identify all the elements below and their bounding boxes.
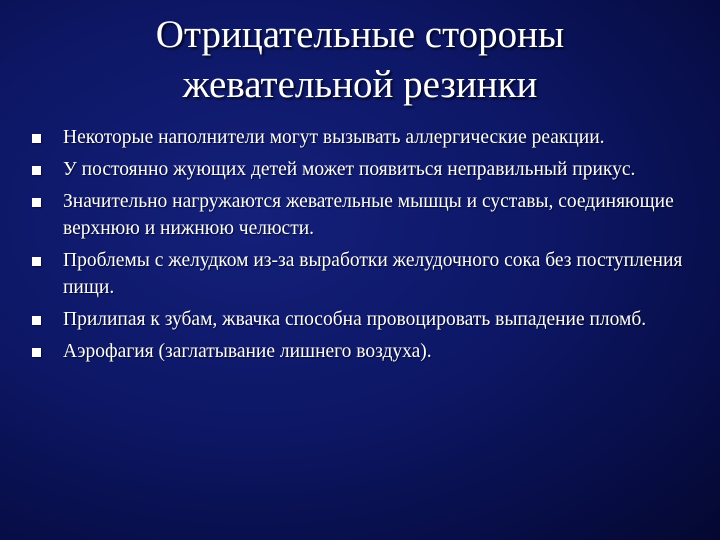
bullet-list: [30, 124, 690, 370]
list-item: [30, 156, 690, 183]
list-item: [30, 124, 690, 151]
square-bullet-icon: [32, 198, 41, 207]
bullet-text: Проблемы с желудком из-за выработки желудочного сока без поступления пищи.: [63, 250, 683, 298]
bullet-text: Некоторые наполнители могут вызывать аллергические реакции.: [63, 127, 605, 148]
list-item: [30, 338, 690, 365]
square-bullet-icon: [32, 257, 41, 266]
slide-title: [70, 10, 650, 110]
square-bullet-icon: [32, 134, 41, 143]
bullet-text: Значительно нагружаются жевательные мышцы и суставы, соединяющие верхнюю и нижнюю челюсти.: [63, 191, 674, 239]
bullet-text: Прилипая к зубам, жвачка способна провоцировать выпадение пломб.: [63, 309, 647, 330]
list-item: [30, 188, 690, 242]
bullet-text: У постоянно жующих детей может появиться неправильный прикус.: [63, 159, 636, 180]
slide-title-line-1: Отрицательные стороны: [155, 13, 565, 56]
bullet-text: Аэрофагия (заглатывание лишнего воздуха).: [63, 341, 432, 362]
list-item: [30, 306, 690, 333]
square-bullet-icon: [32, 348, 41, 357]
slide-title-line-2: жевательной резинки: [182, 63, 538, 106]
list-item: [30, 247, 690, 301]
square-bullet-icon: [32, 166, 41, 175]
square-bullet-icon: [32, 316, 41, 325]
